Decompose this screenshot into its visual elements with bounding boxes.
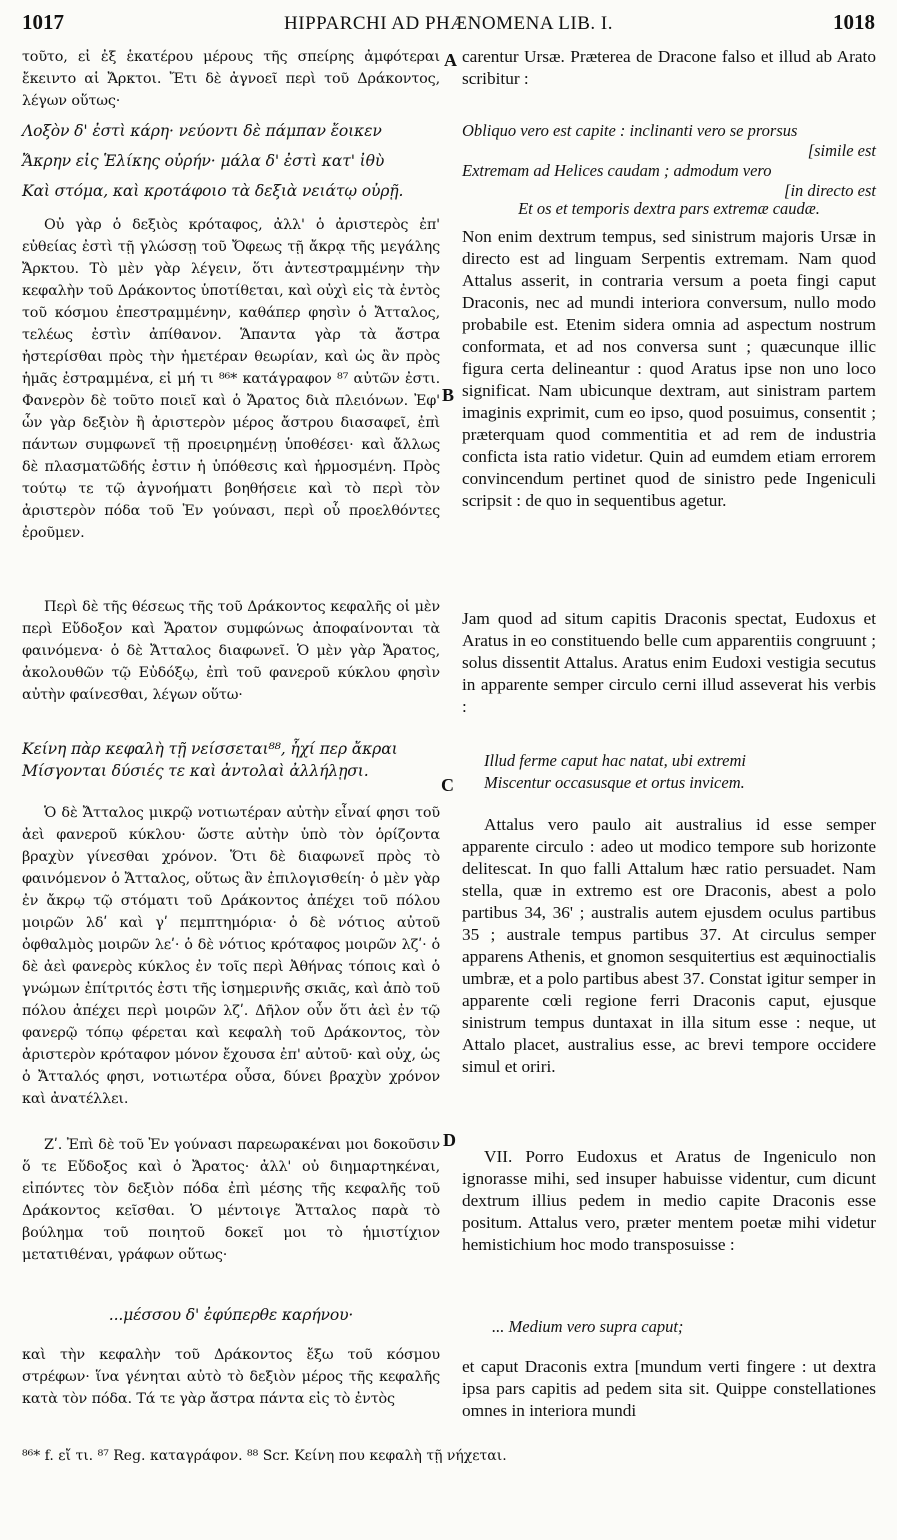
greek-paragraph: Ὁ δὲ Ἄτταλος μικρῷ νοτιωτέραν αὐτὴν εἶναί φησι τοῦ ἀεὶ φανεροῦ κύκλου· ὥστε αὐτὴν ὑπὸ τὸν ὁρίζοντα βραχὺν γίνεσθαι χρόνον. Ὅτι δὲ διαφωνεῖ πρὸς τὸ φαινόμενον ὁ Ἄτταλος, οὕτως ἂν ἐπιλογισθείη· ὁ μὲν γὰρ ἐν ἄκρῳ τῷ στόματι τοῦ Δράκοντος ἀπέχει τοῦ πόλου μοιρῶν λδʹ καὶ γʹ πεμπτημόρια· ὁ δὲ νότιος αὐτοῦ ὀφθαλμὸς μοιρῶν λεʹ· ὁ δὲ νότιος κρόταφος μοιρῶν λζʹ· ὁ δὲ ἀεὶ φανερὸς κύκλος ἐν τοῖς περὶ Ἀθήνας τόποις καὶ ὁ γνώμων ἐπίτριτός ἐστι τῆς ἰσημερινῆς σκιᾶς, καὶ ἀπὸ τοῦ πόλου ἀπέχει περὶ μοιρῶν λζʹ. Δῆλον οὖν ὅτι ἀεὶ ἐν τῷ φανερῷ τόπῳ φέρεται καὶ κεφαλὴ τοῦ Δράκοντος, τὸν ἀριστερὸν κρόταφον μόνον ἔχουσα ἐπ' αὐτοῦ· καὶ οὐχ, ὡς ὁ Ἄτταλός φησι, νοτιωτέρα οὖσα, δύνει βραχὺν χρόνον καὶ ἀνατέλλει. [22,805,440,1107]
latin-verse-continuation: [in directo est [784,181,876,200]
latin-verse: Et os et temporis dextra pars extremæ caudæ. [518,199,820,218]
running-title: HIPPARCHI AD PHÆNOMENA LIB. I. [284,13,613,34]
section-marker-c: C [441,775,454,795]
latin-paragraph: Non enim dextrum tempus, sed sinistrum majoris Ursæ in directo est ad linguam Serpentis extremam. Nam quod Attalus asserit, in contraria versum a poeta fingi caput Draconis, nec ad mundi interiora conversum, nullo modo probabile est. Etenim sidera omnia ad aspectum nostrum conformata, et ad nos conversa sunt ; quæcunque illic figura certa delineantur : quod Aratus ipse non uno loco significat. Nam ubicunque dextram, aut sinistram partem imaginis exprimit, cum eo ipso, quod posuimus, consentit ; præterquam quod commentitia et ad rem de industria conficta ista ratio videtur. Quin ad eumdem etiam errorem convincendum pertinet quod de sinistro pede Ingeniculi scripsit : de quo in sequentibus agetur. [462,227,876,510]
latin-verse: Illud ferme caput hac natat, ubi extremi [484,751,746,770]
latin-paragraph: VII. Porro Eudoxus et Aratus de Ingeniculo non ignorasse mihi, sed insuper habuisse videntur, cum dicunt dextrum illius pedem in medio capite Draconis esse positum. Attalus vero, præter mentem poetæ mihi videtur hemistichium hoc modo transposuisse : [462,1147,876,1254]
section-marker-a: A [444,50,457,70]
latin-column [462,46,876,1422]
greek-column [22,46,440,1410]
latin-paragraph: Attalus vero paulo ait australius id esse semper apparente circulo : adeo ut modico tempore sub horizonte delitescat. In quo falli Attalum hæc ratio persuadet. Nam stella, quæ in extremo est ore Draconis, abest a polo partibus 34, 36' ; australis autem ejusdem oculus partibus 35 ; australe tempus partibus 37. At circulus semper apparens Athenis, et gnomon sesquitertius est æquinoctialis umbræ, et a polo partibus abest 37. Constat igitur semper in apparente cœli regione ferri Draconis caput, ejusque sinistrum tempus duntaxat in illa situm esse : neque, ut Attalo placet, australius esse, ac brevi tempore occidere simul et oriri. [462,815,876,1076]
latin-paragraph: carentur Ursæ. Præterea de Dracone falso et illud ab Arato scribitur : [462,47,876,88]
running-header [22,10,875,40]
greek-verse: Λοξὸν δ' ἐστὶ κάρη· νεύοντι δὲ πάμπαν ἔοικεν [22,122,382,140]
greek-paragraph: τοῦτο, εἰ ἐξ ἑκατέρου μέρους τῆς σπείρης ἀμφότεραι ἔκειντο αἱ Ἄρκτοι. Ἔτι δὲ ἀγνοεῖ περὶ τοῦ Δράκοντος, λέγων οὕτως· [22,49,440,109]
greek-verse: Καὶ στόμα, καὶ κροτάφοιο τὰ δεξιὰ νειάτῳ οὐρῇ. [22,182,404,200]
section-marker-b: B [442,385,455,405]
left-page-number: 1017 [22,10,64,34]
greek-verse: Ἄκρην εἰς Ἑλίκης οὐρήν· μάλα δ' ἐστὶ κατ' ἰθὺ [22,152,385,170]
greek-paragraph: καὶ τὴν κεφαλὴν τοῦ Δράκοντος ἔξω τοῦ κόσμου στρέφων· ἵνα γένηται αὐτὸ τὸ δεξιὸν μέρος τῆς κεφαλῆς κατὰ τὸν πόδα. Τά τε γὰρ ἄστρα πάντα εἰς τὸ ἐντὸς [22,1347,440,1407]
greek-paragraph: Οὐ γὰρ ὁ δεξιὸς κρόταφος, ἀλλ' ὁ ἀριστερὸς ἐπ' εὐθείας ἐστὶ τῇ γλώσσῃ τοῦ Ὄφεως τῇ ἄκρᾳ τῆς μεγάλης Ἄρκτου. Τὸ μὲν γὰρ λέγειν, ὅτι ἀντεστραμμένην τὴν κεφαλὴν τοῦ Δράκοντος ὑποτίθεται, καὶ οὐχὶ εἰς τὰ ἐντὸς τοῦ κόσμου ἐπεστραμμένην, καθάπερ φησὶν ὁ Ἄτταλος, τελέως ἐστὶν ἀπίθανον. Ἅπαντα γὰρ τὰ ἄστρα ἠστερίσθαι πρὸς τὴν ἡμετέραν θεωρίαν, καὶ ὡς ἂν πρὸς ἡμᾶς ἐστραμμένα, εἰ μή τι ⁸⁶* κατάγραφον ⁸⁷ αὐτῶν ἐστι. Φανερὸν δὲ τοῦτο ποιεῖ καὶ ὁ Ἄρατος διὰ πλειόνων. Ἐφ' ὧν γὰρ δεξιὸν ἢ ἀριστερὸν μέρος ἄστρου διασαφεῖ, ἐπὶ πάντων συμφωνεῖ τῇ προειρημένῃ ὑποθέσει· καὶ ἄλλως δὲ πλασματῶδής ἐστιν ἡ ὑπόθεσις καὶ ἡρμοσμένη. Πρὸς τούτῳ τε τῷ ἀγνοήματι βοηθήσειε καὶ τὸ περὶ τὸν ἀριστερὸν πόδα τοῦ Ἐν γούνασι, περὶ οὗ προελθόντες ἐροῦμεν. [22,217,440,541]
greek-verse: Μίσγονται δύσιές τε καὶ ἀντολαὶ ἀλλήλῃσι. [22,762,369,780]
greek-verse: ...μέσσου δ' ἐφύπερθε καρήνου· [108,1306,354,1324]
footnotes: ⁸⁶* f. εἴ τι. ⁸⁷ Reg. καταγράφον. ⁸⁸ Scr. Κείνη που κεφαλὴ τῇ νήχεται. [22,1448,507,1464]
latin-verse: ... Medium vero supra caput; [492,1317,684,1336]
latin-verse: Obliquo vero est capite : inclinanti vero se prorsus [462,121,798,140]
latin-paragraph: Jam quod ad situm capitis Draconis spectat, Eudoxus et Aratus in eo constituendo belle cum apparentiis congruunt ; solus dissentit Attalus. Aratus enim Eudoxi vestigia secutus in apparente semper circulo cerni illud asseverat his verbis : [462,609,876,716]
greek-paragraph: Ζʹ. Ἐπὶ δὲ τοῦ Ἐν γούνασι παρεωρακέναι μοι δοκοῦσιν ὅ τε Εὔδοξος καὶ ὁ Ἄρατος· ἀλλ' οὐ διημαρτηκέναι, εἰπόντες τὸν δεξιὸν πόδα ἐπὶ μέσης τῆς κεφαλῆς τοῦ Δράκοντος κεῖσθαι. Ὁ μέντοιγε Ἄτταλος παρὰ τὸ βούλημα τοῦ ποιητοῦ δοκεῖ μοι τὸ ἡμιστίχιον μετατιθέναι, γράφων οὕτως· [22,1137,440,1263]
right-page-number: 1018 [833,10,875,34]
latin-verse: Extremam ad Helices caudam ; admodum vero [462,161,772,180]
section-marker-d: D [443,1130,456,1150]
greek-paragraph: Περὶ δὲ τῆς θέσεως τῆς τοῦ Δράκοντος κεφαλῆς οἱ μὲν περὶ Εὔδοξον καὶ Ἄρατον συμφώνως ἀποφαίνονται τὰ φαινόμενα· ὁ δὲ Ἄτταλος διαφωνεῖ. Ὁ μὲν γὰρ Ἄρατος, ἀκολουθῶν τῷ Εὐδόξῳ, ἐπὶ τοῦ φανεροῦ κύκλου φησὶν αὐτὴν φαίνεσθαι, λέγων οὕτω· [22,599,440,703]
latin-verse: Miscentur occasusque et ortus invicem. [484,773,745,792]
latin-verse-continuation: [simile est [807,141,876,160]
greek-verse: Κείνη πὰρ κεφαλὴ τῇ νείσσεται⁸⁸, ἧχί περ ἄκραι [22,740,398,758]
latin-paragraph: et caput Draconis extra [mundum verti fingere : ut dextra ipsa pars capitis ad pedem sita sit. Quippe constellationes omnes in interiora mundi [462,1357,876,1420]
